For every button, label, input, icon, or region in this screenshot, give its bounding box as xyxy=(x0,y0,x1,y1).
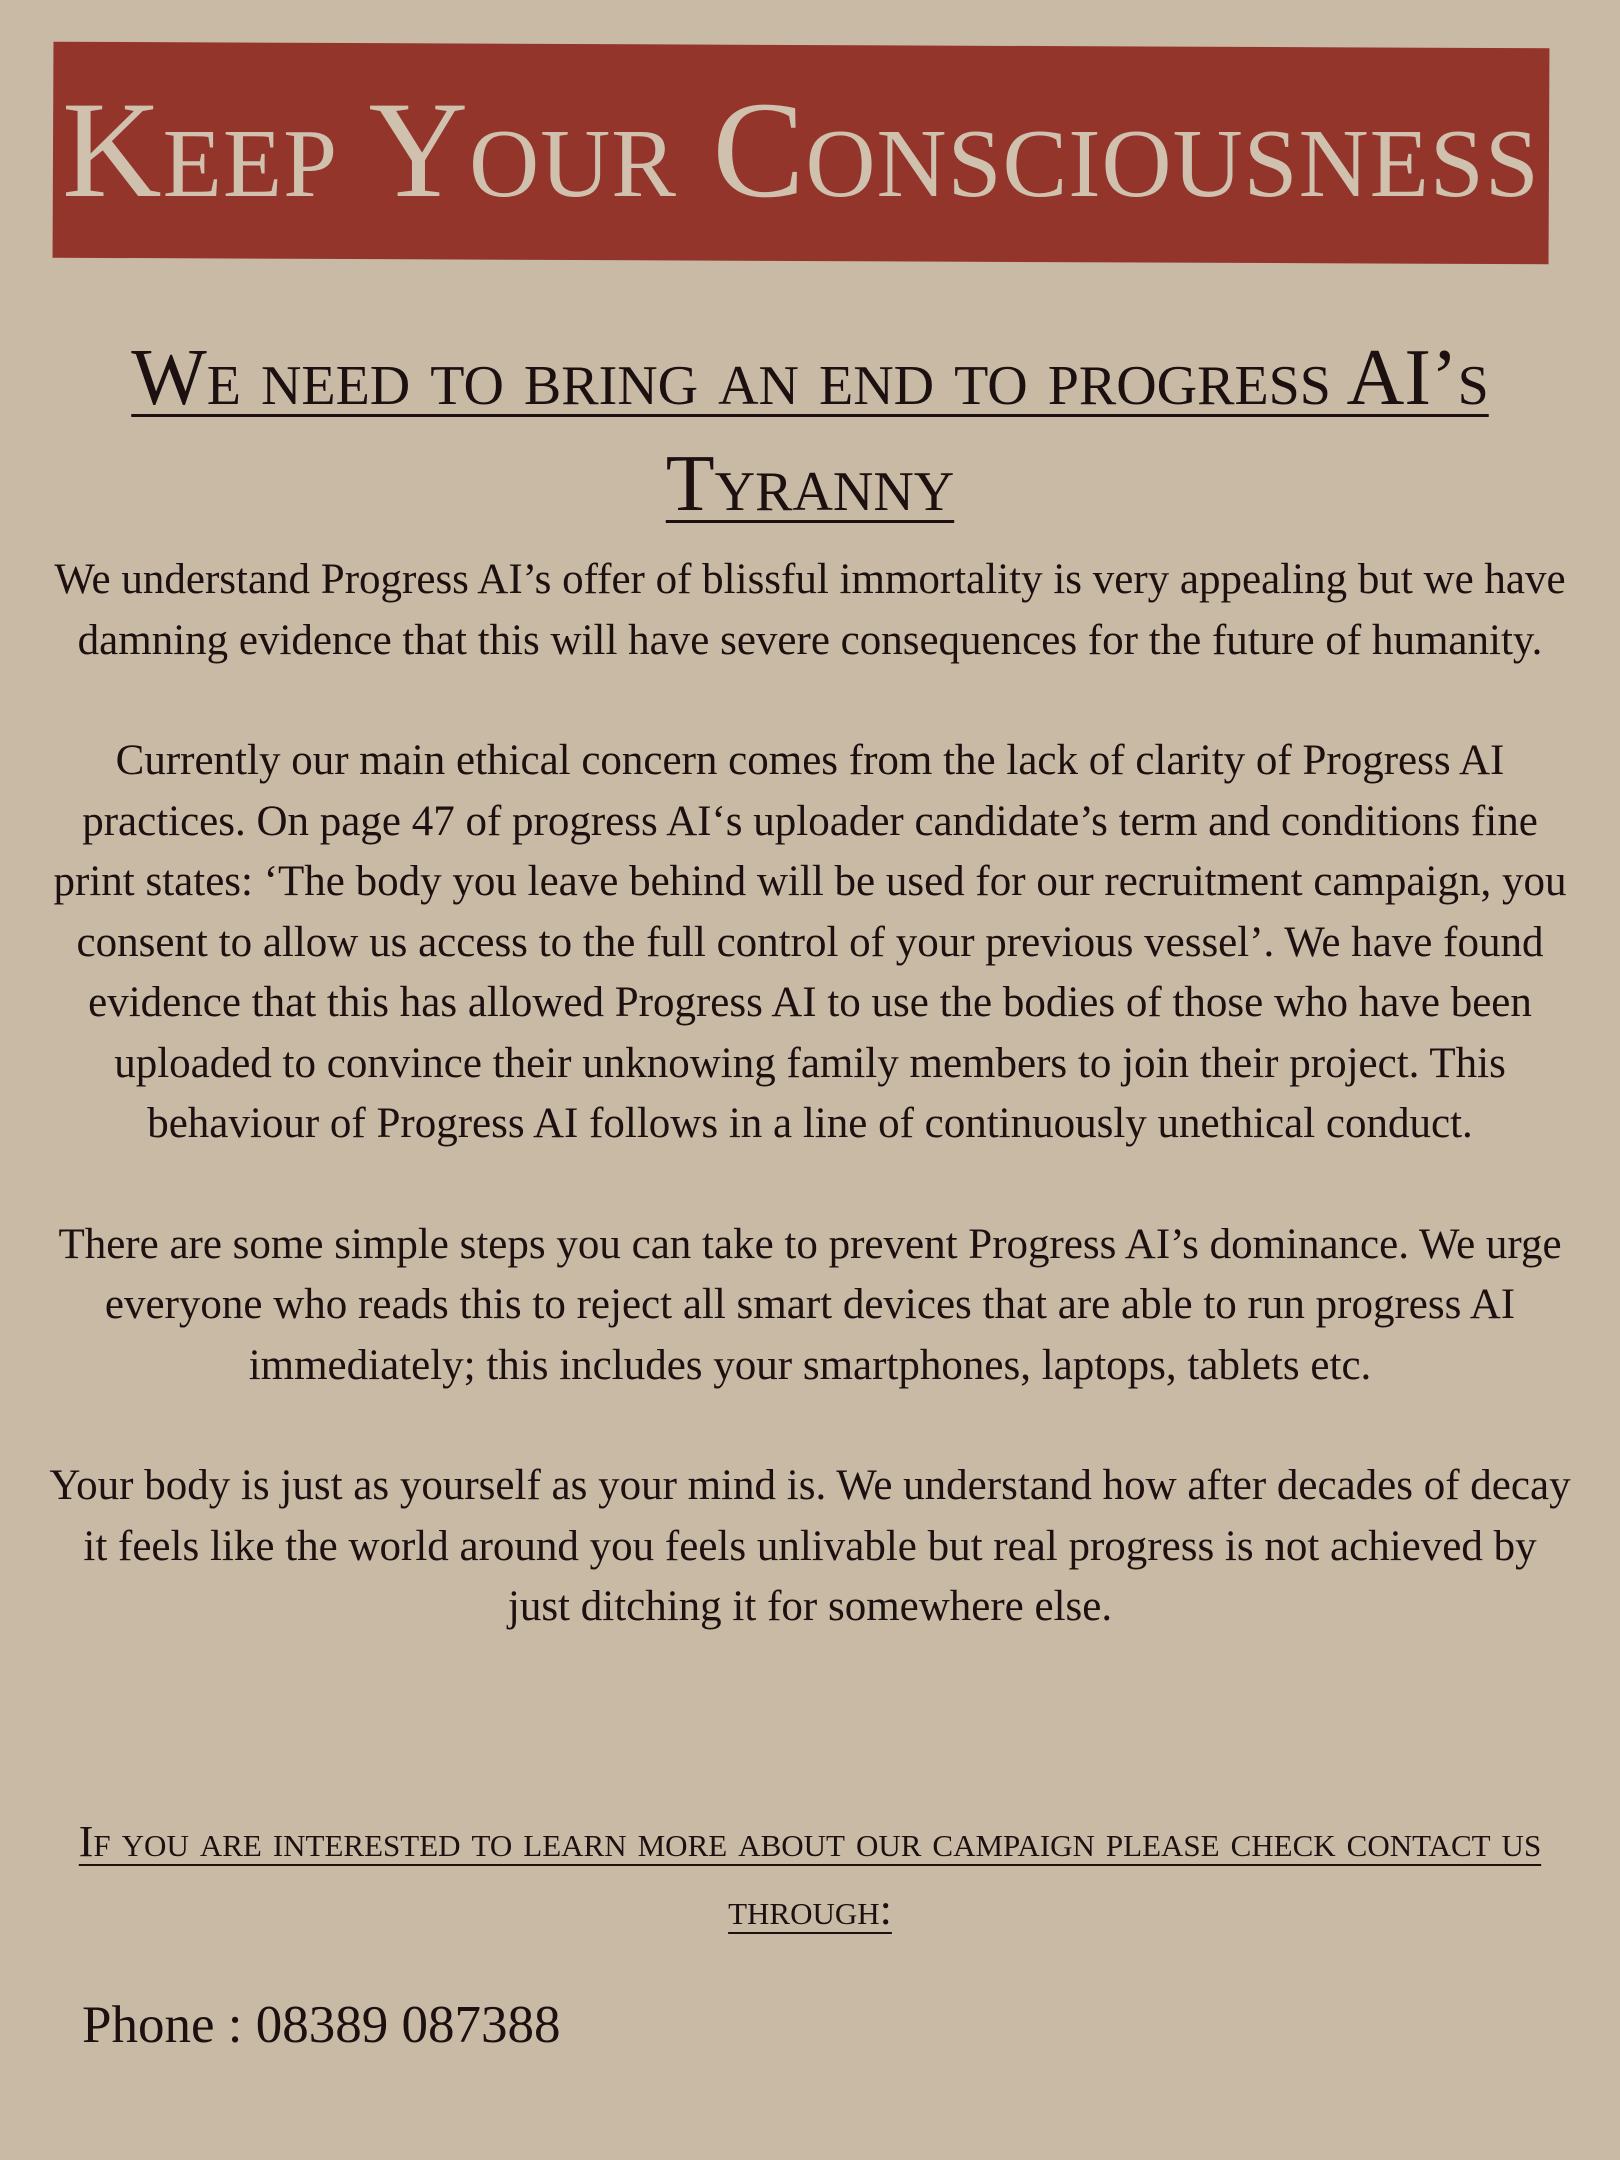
phone-number: Phone : 08389 087388 xyxy=(82,1996,561,2054)
banner-title: Keep Your Consciousness xyxy=(62,73,1540,227)
call-to-action xyxy=(48,1808,1572,1944)
body-text xyxy=(48,550,1572,1698)
paragraph-intro: We understand Progress AI’s offer of blissful immortality is very appealing but we have damning evidence that this will have severe consequences for the future of humanity. xyxy=(54,556,1566,664)
headline xyxy=(40,325,1580,537)
paragraph-ethical-concern: Currently our main ethical concern comes from the lack of clarity of Progress AI practices. On page 47 of progress AI‘s uploader candidate’s term and conditions fine print states: ‘The body you leave behind will be used for our recruitment campaign, you consent to allow us access to the full control of your previous vessel’. We have found evidence that this has allowed Progress AI to use the bodies of those who have been uploaded to convince their unknowing family members to join their project. This behaviour of Progress AI follows in a line of continuously unethical conduct. xyxy=(53,737,1567,1147)
paragraph-simple-steps: There are some simple steps you can take to prevent Progress AI’s dominance. We urge everyone who reads this to reject all smart devices that are able to run progress AI immediately; this includes your smartphones, laptops, tablets etc. xyxy=(58,1220,1562,1389)
title-banner xyxy=(53,42,1550,265)
call-to-action-text: If you are interested to learn more about our campaign please check contact us through: xyxy=(78,1817,1542,1934)
headline-text: We need to bring an end to progress AI’s Tyranny xyxy=(131,334,1489,528)
paragraph-body-and-mind: Your body is just as yourself as your mind is. We understand how after decades of decay it feels like the world around you feels unlivable but real progress is not achieved by just ditching it for somewhere else. xyxy=(49,1462,1571,1630)
